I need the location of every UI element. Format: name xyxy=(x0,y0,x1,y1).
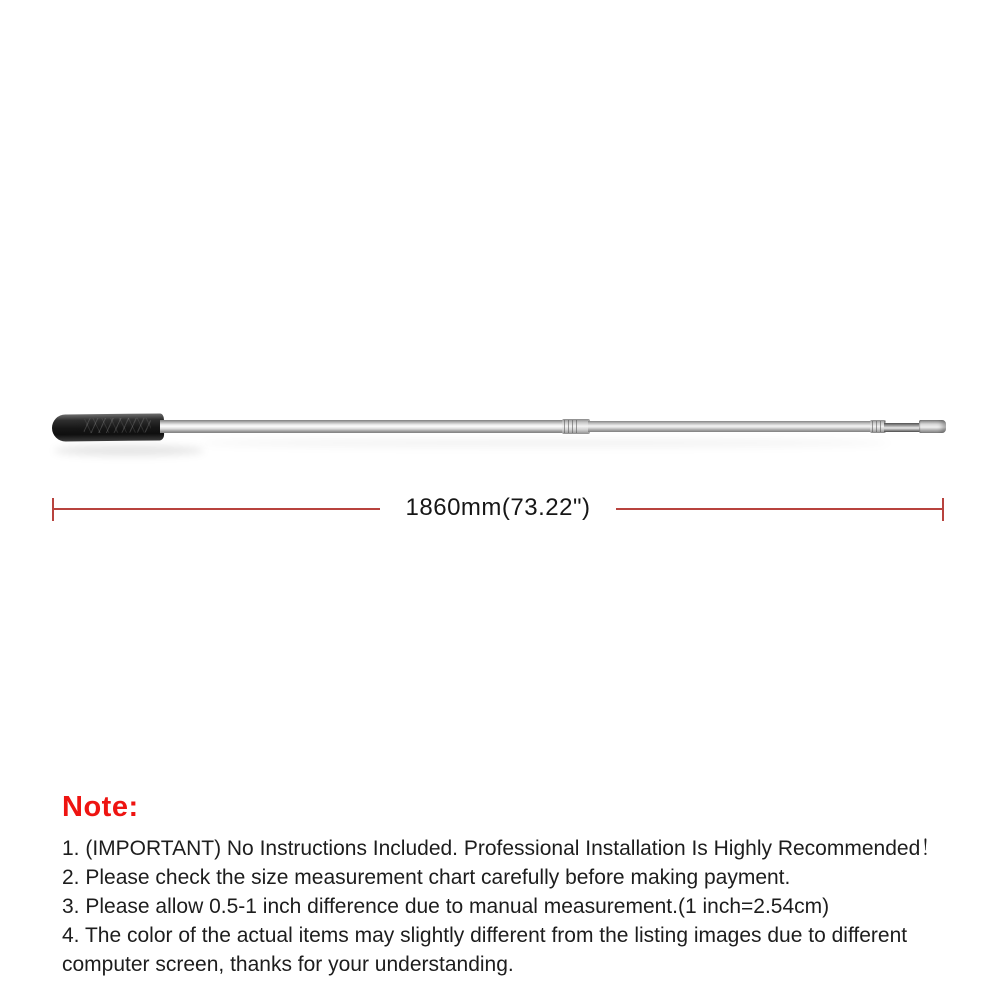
shaft-shadow xyxy=(200,439,890,447)
grip-texture xyxy=(83,418,150,434)
note-item-1: 1. (IMPORTANT) No Instructions Included. Professional Installation Is Highly Recommended！ xyxy=(62,837,942,860)
dimension-tick-right xyxy=(942,498,944,521)
dimension-line-left xyxy=(54,508,380,510)
collar-ridges xyxy=(564,420,577,433)
note-item-3: 3. Please allow 0.5-1 inch difference due to manual measurement.(1 inch=2.54cm) xyxy=(62,895,830,918)
second-shaft-section xyxy=(588,421,874,432)
grip-shadow xyxy=(54,445,204,456)
notes-heading: Note: xyxy=(62,791,139,823)
note-item-4: 4. The color of the actual items may slightly different from the listing images due to different computer screen, thanks for your understanding. xyxy=(62,924,908,976)
note-item-2: 2. Please check the size measurement chart carefully before making payment. xyxy=(62,866,791,889)
middle-joint-collar xyxy=(562,419,590,434)
notes-section xyxy=(62,791,960,979)
dimension-line-right xyxy=(616,508,942,510)
tip-section xyxy=(884,423,922,432)
end-cap xyxy=(919,420,946,433)
main-shaft-section xyxy=(160,420,566,433)
dimension-label: 1860mm(73.22") xyxy=(405,494,591,521)
rubber-grip xyxy=(52,413,164,441)
dimension-annotation xyxy=(52,495,944,523)
